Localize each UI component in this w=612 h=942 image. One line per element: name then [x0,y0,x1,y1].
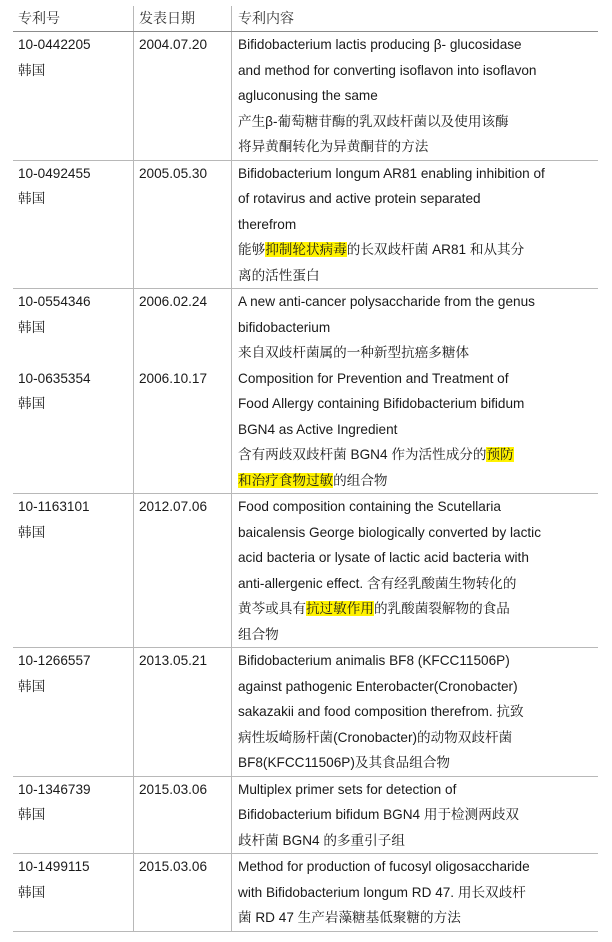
table-row [13,648,598,777]
content-text: of rotavirus and active protein separated [238,191,481,206]
content-text: Food composition containing the Scutellaria [238,499,501,514]
content-text: 含有两歧双歧杆菌 BGN4 作为活性成分的 [238,447,487,462]
header-publish-date: 发表日期 [133,6,231,31]
content-line [238,442,598,468]
patent-table [13,6,598,932]
content-text: 的乳酸菌裂解物的食品 [373,601,510,616]
content-text: agluconusing the same [238,88,378,103]
content-line [238,289,598,315]
content-line [238,340,598,366]
patent-content [231,854,598,931]
content-line [238,828,598,854]
content-line [238,417,598,443]
patent-number: 10-0635354 [18,370,91,386]
content-text: 产生β-葡萄糖苷酶的乳双歧杆菌以及使用该酶 [238,113,509,129]
patent-country: 韩国 [18,807,46,822]
table-row [13,777,598,855]
content-text: against pathogenic Enterobacter(Cronobacter) [238,678,518,694]
patent-number: 10-1163101 [18,499,90,514]
patent-number: 10-0492455 [18,165,91,181]
content-text: acid bacteria or lysate of lactic acid bacteria with [238,550,529,565]
table-row [13,289,598,366]
publish-date: 2006.02.24 [133,289,231,366]
patent-content [231,161,598,289]
content-text: Multiplex primer sets for detection of [238,781,457,797]
content-text: BF8(KFCC11506P)及其食品组合物 [238,755,451,770]
highlighted-text: 抑制轮状病毒 [265,242,347,257]
content-line [238,315,598,341]
table-row [13,32,598,161]
patent-content [231,289,598,366]
content-line [238,854,598,880]
patent-country: 韩国 [18,524,46,540]
content-text: Bifidobacterium longum AR81 enabling inhibition of [238,165,545,181]
content-line [238,622,598,648]
patent-country: 韩国 [18,319,46,335]
highlighted-text: 抗过敏作用 [305,601,374,616]
patent-content [231,777,598,854]
patent-country: 韩国 [18,396,46,411]
content-line [238,674,598,700]
patent-number-cell [13,161,133,289]
content-line [238,366,598,392]
content-line [238,596,598,622]
content-text: 黄芩或具有 [238,601,306,616]
content-text: 来自双歧杆菌属的一种新型抗癌多糖体 [238,345,470,360]
highlighted-text: 预防 [486,447,514,462]
content-text: 组合物 [238,626,279,642]
table-row [13,854,598,932]
content-line [238,777,598,803]
content-text: Composition for Prevention and Treatment of [238,370,509,386]
content-text: Method for production of fucosyl oligosaccharide [238,859,530,874]
patent-number-cell [13,32,133,160]
patent-number-cell [13,648,133,776]
publish-date: 2013.05.21 [133,648,231,776]
patent-number: 10-0442205 [18,37,91,52]
content-text: BGN4 as Active Ingredient [238,421,398,437]
content-text: Food Allergy containing Bifidobacterium bifidum [238,396,525,411]
patent-country: 韩国 [18,191,46,206]
patent-number-cell [13,494,133,647]
publish-date: 2012.07.06 [133,494,231,647]
content-text: bifidobacterium [238,319,331,335]
content-line [238,58,598,84]
content-text: 的长双歧杆菌 AR81 和从其分 [346,242,525,257]
content-text: therefrom [238,216,297,232]
table-row [13,161,598,290]
content-line [238,391,598,417]
publish-date: 2005.05.30 [133,161,231,289]
content-line [238,32,598,58]
patent-number: 10-0554346 [18,294,91,309]
content-line [238,520,598,546]
patent-country: 韩国 [18,62,46,78]
content-line [238,109,598,135]
content-text: Bifidobacterium bifidum BGN4 用于检测两歧双 [238,807,520,822]
header-patent-content: 专利内容 [231,6,598,31]
content-line [238,83,598,109]
patent-country: 韩国 [18,678,46,694]
content-text: and method for converting isoflavon into isoflavon [238,62,537,78]
patent-number-cell [13,366,133,494]
patent-number-cell [13,777,133,854]
content-line [238,263,598,289]
content-text: 能够 [238,242,266,257]
patent-content [231,648,598,776]
patent-number-cell [13,854,133,931]
content-line [238,750,598,776]
patent-country: 韩国 [18,884,46,900]
content-text: Bifidobacterium animalis BF8 (KFCC11506P) [238,653,510,668]
content-line [238,905,598,931]
publish-date: 2004.07.20 [133,32,231,160]
content-text: A new anti-cancer polysaccharide from the genus [238,294,535,309]
content-text: 病性坂崎肠杆菌(Cronobacter)的动物双歧杆菌 [238,729,513,745]
content-text: 将异黄酮转化为异黄酮苷的方法 [238,139,429,154]
content-line [238,468,598,494]
content-line [238,725,598,751]
highlighted-text: 和治疗食物过敏 [238,472,334,488]
table-header [13,6,598,32]
content-line [238,186,598,212]
content-text: with Bifidobacterium longum RD 47. 用长双歧杆 [238,884,526,900]
patent-number-cell [13,289,133,366]
content-line [238,802,598,828]
content-line [238,212,598,238]
patent-content [231,494,598,647]
patent-number: 10-1266557 [18,653,91,668]
content-line [238,699,598,725]
publish-date: 2015.03.06 [133,854,231,931]
publish-date: 2006.10.17 [133,366,231,494]
content-line [238,648,598,674]
patent-content [231,32,598,160]
table-body [13,32,598,932]
table-row [13,366,598,495]
patent-content [231,366,598,494]
patent-number: 10-1499115 [18,859,90,874]
content-line [238,545,598,571]
table-row [13,494,598,648]
content-text: anti-allergenic effect. 含有经乳酸菌生物转化的 [238,575,517,591]
content-text: sakazakii and food composition therefrom. 抗致 [238,704,524,719]
content-line [238,494,598,520]
content-text: 菌 RD 47 生产岩藻糖基低聚糖的方法 [238,910,461,925]
content-text: 离的活性蛋白 [238,267,320,283]
content-line [238,880,598,906]
content-line [238,161,598,187]
content-line [238,237,598,263]
content-text: 歧杆菌 BGN4 的多重引子组 [238,832,405,848]
patent-number: 10-1346739 [18,781,91,797]
publish-date: 2015.03.06 [133,777,231,854]
content-line [238,571,598,597]
content-text: baicalensis George biologically converted by lactic [238,524,541,540]
content-line [238,134,598,160]
content-text: 的组合物 [333,472,388,488]
content-text: Bifidobacterium lactis producing β- glucosidase [238,37,522,52]
header-patent-number: 专利号 [18,10,60,26]
